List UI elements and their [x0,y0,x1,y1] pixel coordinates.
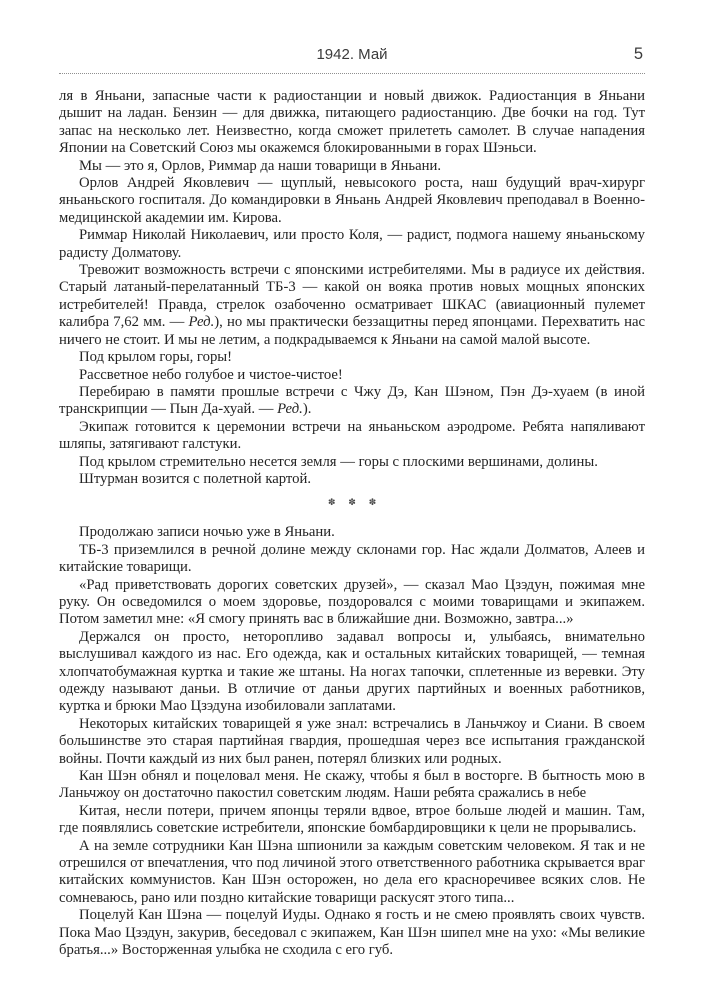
page-number: 5 [633,45,643,63]
text-run: Штурман возится с полетной картой. [79,470,312,487]
page-header [59,46,645,67]
paragraph [59,907,645,959]
text-run: Риммар Николай Николаевич, или просто Коля, — радист, подмога нашему яньаньскому радисту Долматову. [59,227,645,261]
text-run: Рассветное небо голубое и чистое-чистое! [79,366,343,383]
text-run: ТБ-3 приземлился в речной долине между склонами гор. Нас ждали Долматов, Алеев и китайские товарищи. [59,541,645,576]
text-run: Орлов Андрей Яковлевич — щуплый, невысокого роста, наш будущий врач-хирург яньаньского госпиталя. До командировки в Яньань Андрей Яковлевич преподавал в Военно-медицинской академии им. Кирова. [59,175,645,226]
paragraph [59,384,645,419]
editorial-note: Ред. [277,401,303,418]
text-run: Поцелуй Кан Шэна — поцелуй Иуды. Однако я гость и не смею проявлять своих чувств. Пока Мао Цзэдун, закурив, беседовал с экипажем, Кан Шэн шипел мне на ухо: «Мы великие братья...» Восторженная улыбка не сходила с его губ. [59,907,645,959]
paragraph [59,227,645,262]
text-run: Продолжаю записи ночью уже в Яньани. [79,524,335,541]
paragraph [59,838,645,908]
text-run: ). [302,401,312,418]
paragraph [59,471,645,488]
text-run: ), но мы практически беззащитны перед японцами. Перехватить нас ничего не стоит. И мы не летим, а подкрадываемся к Яньани на самой малой высоте. [59,314,645,348]
paragraph [59,716,645,768]
text-run: А на земле сотрудники Кан Шэна шпионили за каждым советским человеком. Я так и не отрешился от впечатления, что под личиной этого ответственного работника скрывается враг китайских коммунистов. Кан Шэн осторожен, но дела его красноречивее всяких слов. Не сомневаюсь, рано или поздно китайские товарищи раскусят этого типа... [59,837,645,906]
section-divider: ✽ ✽ ✽ [327,498,382,509]
paragraph [59,524,645,541]
text-run: «Рад приветствовать дорогих советских друзей», — сказал Мао Цзэдун, пожимая мне руку. Он осведомился о моем здоровье, поздоровался с моими товарищами и экипажем. Потом заметил мне: «Я смогу принять вас в ближайшие дни. Возможно, завтра...» [59,576,645,628]
page-body [59,88,645,960]
text-run: Некоторых китайских товарищей я уже знал: встречались в Ланьчжоу и Сиани. В своем большинстве это старая партийная гвардия, прошедшая через все испытания гражданской войны. Почти каждый из них был ранен, потерял близких или родных. [59,715,645,767]
paragraph [59,454,645,471]
text-run: Держался он просто, неторопливо задавал вопросы и, улыбаясь, внимательно выслушивал каждого из нас. Его одежда, как и остальных китайских товарищей, — темная хлопчатобумажная куртка и такие же штаны. На ногах тапочки, сплетенные из веревки. Эту одежду называют даньи. В отличие от даньи других партийных и военных работников, куртка и брюки Мао Цзэдуна изобиловали заплатами. [59,628,645,715]
paragraph [59,175,645,227]
paragraph [59,349,645,366]
paragraph [59,367,645,384]
paragraph [59,577,645,629]
paragraph [59,803,645,838]
text-run: Перебираю в памяти прошлые встречи с Чжу Дэ, Кан Шэном, Пэн Дэ-хуаем (в иной транскрипции — Пын Да-хуай. — [59,383,645,418]
running-head: 1942. Май [316,46,388,63]
editorial-note: Ред. [188,314,215,331]
paragraph [59,158,645,175]
paragraph [59,262,645,349]
paragraph [59,768,645,803]
paragraph [59,629,645,716]
text-run: Тревожит возможность встречи с японскими истребителями. Мы в радиусе их действия. Старый латаный-перелатанный ТБ-3 — какой он вояка против новых мощных японских истребителей! Правда, стрелок озабоченно осматривает ШКАС (авиационный пулемет калибра 7,62 мм. — [59,262,645,331]
header-rule [59,73,645,74]
text-run: Кан Шэн обнял и поцеловал меня. Не скажу, чтобы я был в восторге. В бытность мою в Ланьчжоу он достаточно пакостил советским людям. Наши ребята сражались в небе [59,768,645,802]
paragraph [59,88,645,158]
text-run: Под крылом горы, горы! [79,349,233,366]
text-run: ля в Яньани, запасные части к радиостанции и новый движок. Радиостанция в Яньани дышит на ладан. Бензин — для движка, питающего радиостанцию. Две бочки на год. Тут запас на несколько лет. Неизвестно, когда сможет прилететь самолет. В случае нападения Японии на Советский Союз мы окажемся блокированными в горах Шэньси. [59,88,645,157]
text-run: Мы — это я, Орлов, Риммар да наши товарищи в Яньани. [79,157,441,174]
text-run: Китая, несли потери, причем японцы теряли вдвое, втрое больше людей и машин. Там, где появлялись советские истребители, японские бомбардировщики к цели не прорывались. [59,802,645,837]
paragraph [59,419,645,454]
text-run: Экипаж готовится к церемонии встречи на яньаньском аэродроме. Ребята напяливают шляпы, затягивают галстуки. [59,418,645,453]
paragraph [59,542,645,577]
text-run: Под крылом стремительно несется земля — горы с плоскими вершинами, долины. [79,453,598,470]
